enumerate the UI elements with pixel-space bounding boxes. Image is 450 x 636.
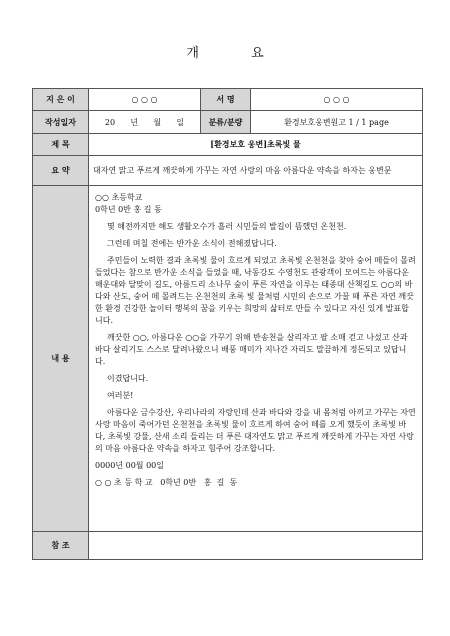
- title-name-value: ○ ○ ○: [251, 89, 423, 111]
- document-title: 개 요: [186, 46, 288, 61]
- paragraph-5: 이겼답니다.: [107, 374, 149, 383]
- paragraph-7: 아름다운 금수강산, 우리나라의 자랑인데 산과 바다와 강을 내 몸처럼 아끼고 가꾸는 자연사랑 마음이 죽어가던 온천천을 초록빛 물이 흐르게 하여 숭어 떼를 오게 했듯이 초록빛 바다, 초록빛 강물, 산새 소리 들리는 더 푸른 대자연도 맑고 푸르게 깨끗하게 가꾸는 자연 사랑의 마음 아름다운 약속을 하자고 힘주어 강조합니다.: [95, 408, 416, 453]
- reference-label: 참 조: [33, 532, 89, 560]
- reference-value: [89, 532, 423, 560]
- subject-label: 제 목: [33, 134, 89, 156]
- date-line: 0000년 00월 00일: [95, 461, 164, 470]
- overview-form-table: [32, 88, 423, 560]
- summary-value: 대자연 맑고 푸르게 깨끗하게 가꾸는 자연 사랑의 마음 아름다운 약속을 하자는 웅변문: [89, 156, 423, 186]
- summary-label: 요 약: [33, 156, 89, 186]
- paragraph-3: 주민들이 노력한 결과 초록빛 물이 흐르게 되었고 초록빛 온천천을 찾아 숭어 떼들이 몰려들었다는 참으로 반가운 소식을 들었을 때, 낙동강도 수영천도 관광객이 모여드는 아름다운 해운대와 달맞이 길도, 아름드리 소나무 숲이 푸른 자연을 이루는 태종대 산책길도 ○○의 바다와 산도, 숭어 떼 몰려드는 온천천의 초록 빛 물처럼 시민의 손으로 가꿀 때 푸른 자연 깨끗한 환경 건강한 놀이터 행복의 꿈을 키우는 희망의 삶터로 만들 수 있다고 자신 있게 발표합니다.: [95, 256, 416, 325]
- author-value: ○ ○ ○: [89, 89, 201, 111]
- content-body: [89, 186, 423, 532]
- paragraph-6: 여러분!: [107, 391, 134, 400]
- student-line: 0학년 0반 홍 길 동: [95, 205, 162, 214]
- title-name-label: 서 명: [201, 89, 251, 111]
- date-label: 작성일자: [33, 111, 89, 134]
- date-value: 20 년 월 일: [89, 111, 201, 134]
- paragraph-2: 그런데 며칠 전에는 반가운 소식이 전해졌답니다.: [107, 239, 277, 248]
- category-value: 환경보호웅변원고 1 / 1 page: [251, 111, 423, 134]
- category-label: 분류/분량: [201, 111, 251, 134]
- paragraph-4: 깨끗한 ○○, 아름다운 ○○을 가꾸기 위해 반송천을 살리자고 팔 소매 걷고 나섰고 산과 바다 살리기도 스스로 달려나왔으니 배풍 매미가 지나간 자리도 말끔하게 정돈되고 있답니다.: [95, 333, 408, 366]
- school-line: ○○ 초등학교: [95, 193, 143, 202]
- subject-value: [환경보호 웅변]초록빛 물: [89, 134, 423, 156]
- content-label: 내 용: [33, 186, 89, 532]
- paragraph-1: 몇 해전까지만 해도 생활오수가 흘러 시민들의 발길이 뜸했던 온천천.: [107, 222, 347, 231]
- signature-line: ○ ○ 초 등 학 교 0학년 0반 홍 길 동: [95, 478, 238, 487]
- author-label: 지 은 이: [33, 89, 89, 111]
